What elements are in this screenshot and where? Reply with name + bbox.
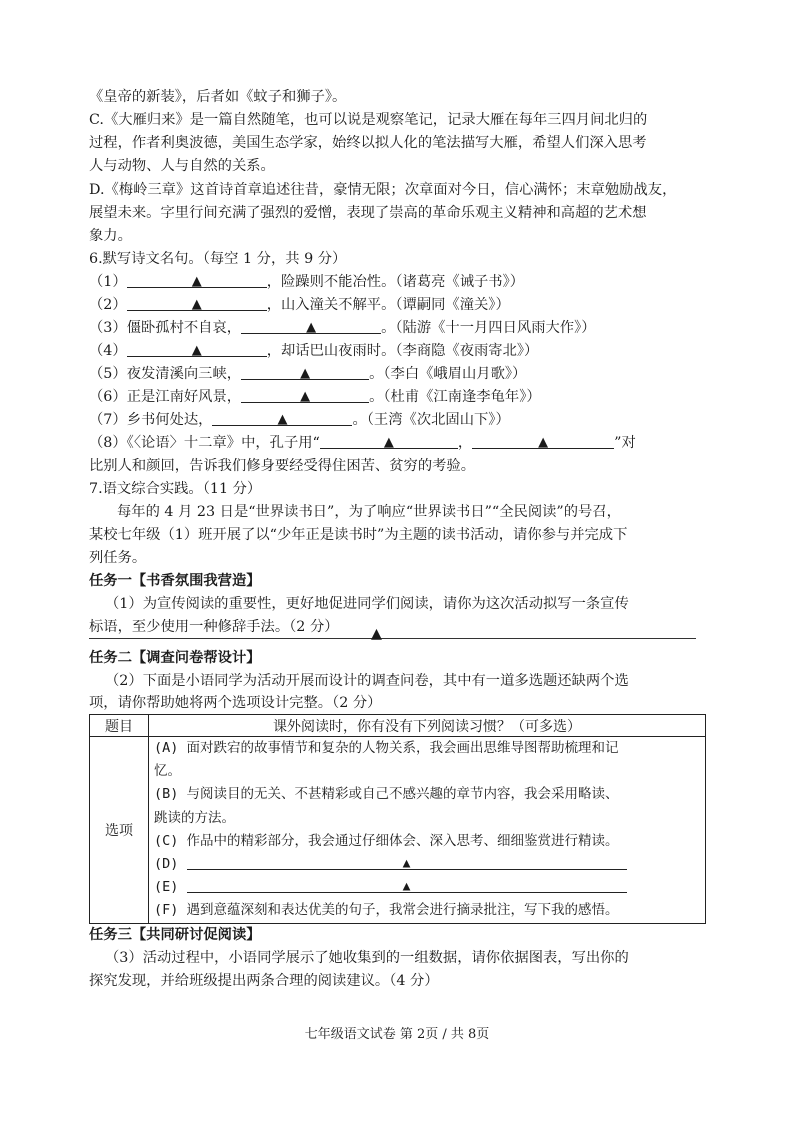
- option-d-line: 象力。: [89, 228, 132, 244]
- option-c: (C) 作品中的精彩部分，我会通过仔细体会、深入思考、细细鉴赏进行精读。: [154, 832, 619, 849]
- survey-question: 课外阅读时，你有没有下列阅读习惯？（可多选）: [149, 715, 706, 737]
- answer-blank[interactable]: [472, 433, 614, 449]
- option-e-blank[interactable]: [187, 876, 627, 893]
- blank-marker-icon: ▲: [191, 297, 202, 312]
- question-6-title: 6.默写诗文名句。（每空 1 分，共 9 分）: [89, 251, 347, 267]
- q6-item-2: （2） ▲ ，山入潼关不解平。（谭嗣同《潼关》）: [89, 297, 510, 313]
- answer-blank[interactable]: [320, 433, 458, 449]
- options-cell: [149, 737, 706, 924]
- slogan-answer-line[interactable]: [89, 638, 696, 639]
- task-2-line: 项，请你帮助她将两个选项设计完整。（2 分）: [89, 695, 382, 711]
- task-3-title: 任务三【共同研讨促阅读】: [89, 927, 261, 943]
- option-text-line: 《皇帝的新装》，后者如《蚊子和狮子》。: [89, 89, 347, 105]
- answer-blank[interactable]: [127, 295, 267, 311]
- q7-intro-line: 每年的 4 月 23 日是“世界读书日”，为了响应“世界读书日”“全民阅读”的号召，: [117, 504, 621, 520]
- option-d-line: 展望未来。字里行间充满了强烈的爱憎，表现了崇高的革命乐观主义精神和高超的艺术想: [89, 205, 647, 221]
- blank-marker-icon: ▲: [277, 412, 288, 427]
- q6-item-8: （8）《〈论语〉十二章》中，孔子用“ ▲ ， ▲ ”对: [89, 435, 636, 451]
- answer-blank[interactable]: [212, 410, 352, 426]
- blank-marker-icon: ▲: [300, 389, 311, 404]
- option-c-line: 过程，作者利奥波德，美国生态学家，始终以拟人化的笔法描写大雁，希望人们深入思考: [89, 135, 647, 151]
- option-b-line: (B) 与阅读目的无关、不甚精彩或自己不感兴趣的章节内容，我会采用略读、: [154, 786, 619, 803]
- q6-item-1: （1） ▲ ，险躁则不能冶性。（诸葛亮《诫子书》）: [89, 274, 525, 290]
- q7-intro-line: 列任务。: [89, 550, 147, 566]
- blank-marker-icon: ▲: [402, 879, 411, 895]
- blank-marker-icon: ▲: [191, 274, 202, 289]
- answer-blank[interactable]: [127, 341, 267, 357]
- q6-item-5: （5）夜发清溪向三峡， ▲ 。（李白《峨眉山月歌》）: [89, 366, 527, 382]
- answer-blank[interactable]: [241, 387, 369, 403]
- task-1-line: 标语，至少使用一种修辞手法。（2 分）: [89, 619, 339, 635]
- q6-item-7: （7）乡书何处达， ▲ 。（王湾《次北固山下》）: [89, 412, 510, 428]
- task-1-title: 任务一【书香氛围我营造】: [89, 573, 261, 589]
- task-2-line: （2）下面是小语同学为活动开展而设计的调查问卷，其中有一道多选题还缺两个选: [105, 673, 629, 689]
- q7-intro-line: 某校七年级（1）班开展了以“少年正是读书时”为主题的读书活动，请你参与并完成下: [89, 527, 628, 543]
- q6-item-4: （4） ▲ ，却话巴山夜雨时。（李商隐《夜雨寄北》）: [89, 343, 539, 359]
- page-footer: 七年级语文试卷 第 2页 / 共 8页: [304, 1027, 490, 1042]
- options-label: 选项: [90, 737, 149, 924]
- q6-item-8-cont: 比别人和颜回，告诉我们修身要经受得住困苦、贫穷的考验。: [89, 458, 476, 474]
- blank-marker-icon: ▲: [191, 343, 202, 358]
- survey-table: [89, 714, 706, 924]
- question-7-title: 7.语文综合实践。（11 分）: [89, 481, 262, 497]
- task-3-line: 探究发现，并给班级提出两条合理的阅读建议。（4 分）: [89, 973, 439, 989]
- blank-marker-icon: ▲: [300, 366, 311, 381]
- q6-item-3: （3）僵卧孤村不自哀， ▲ 。（陆游《十一月四日风雨大作》）: [89, 320, 596, 336]
- answer-blank[interactable]: [241, 318, 381, 334]
- blank-marker-icon: ▲: [306, 320, 317, 335]
- q6-item-6: （6）正是江南好风景， ▲ 。（杜甫《江南逢李龟年》）: [89, 389, 541, 405]
- task-3-line: （3）活动过程中，小语同学展示了她收集到的一组数据，请你依据图表，写出你的: [105, 950, 629, 966]
- option-a-line: 忆。: [154, 763, 181, 780]
- option-b-line: 跳读的方法。: [154, 809, 235, 826]
- option-c-line: C.《大雁归来》是一篇自然随笔，也可以说是观察笔记，记录大雁在每年三四月间北归的: [89, 112, 648, 128]
- blank-marker-icon: ▲: [538, 435, 549, 450]
- answer-blank[interactable]: [127, 272, 267, 288]
- blank-marker-icon: ▲: [371, 626, 382, 642]
- blank-marker-icon: ▲: [402, 856, 411, 872]
- option-d-blank[interactable]: [187, 853, 627, 870]
- blank-marker-icon: ▲: [383, 435, 394, 450]
- answer-blank[interactable]: [241, 364, 369, 380]
- option-a-line: (A) 面对跌宕的故事情节和复杂的人物关系，我会画出思维导图帮助梳理和记: [154, 740, 619, 756]
- option-d-line: D.《梅岭三章》这首诗首章追述往昔，豪情无限；次章面对今日，信心满怀；末章勉励战友，: [89, 182, 677, 198]
- option-e: (E) ▲: [149, 876, 705, 899]
- table-header-label: 题目: [90, 715, 149, 737]
- option-c-line: 人与动物、人与自然的关系。: [89, 158, 275, 174]
- task-1-line: （1）为宣传阅读的重要性，更好地促进同学们阅读，请你为这次活动拟写一条宣传: [105, 596, 629, 612]
- option-d: (D) ▲: [149, 853, 705, 876]
- task-2-title: 任务二【调查问卷帮设计】: [89, 650, 261, 666]
- option-f: (F) 遇到意蕴深刻和表达优美的句子，我常会进行摘录批注，写下我的感悟。: [154, 902, 619, 919]
